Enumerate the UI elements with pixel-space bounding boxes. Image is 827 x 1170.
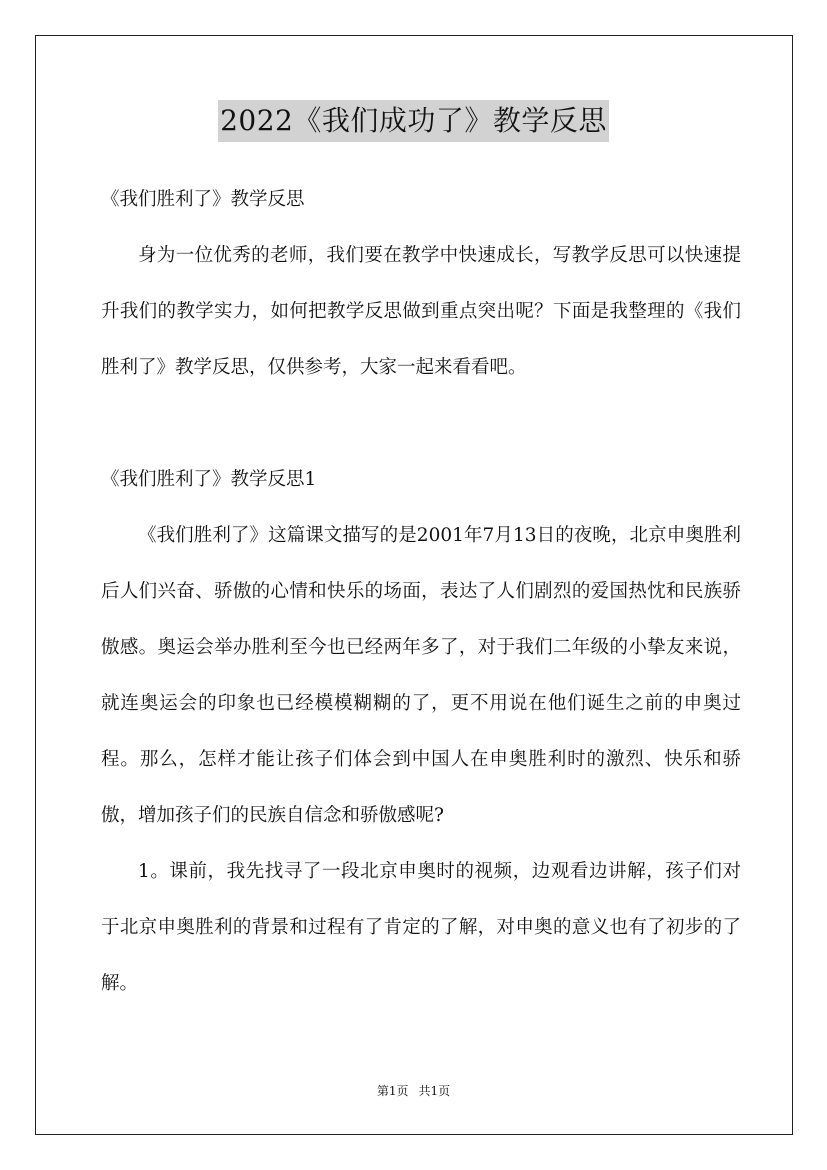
section-heading-intro: 《我们胜利了》教学反思 <box>101 189 305 210</box>
document-body <box>101 172 741 1012</box>
document-title: 2022《我们成功了》教学反思 <box>218 100 609 142</box>
paragraph-spacer <box>101 396 741 452</box>
page-footer <box>0 1082 827 1100</box>
reflection-paragraph: 《我们胜利了》这篇课文描写的是2001年7月13日的夜晚，北京申奥胜利后人们兴奋、骄傲的心情和快乐的场面，表达了人们剧烈的爱国热忱和民族骄傲感。奥运会举办胜利至今也已经两年多了，对于我们二年级的小挚友来说，就连奥运会的印象也已经模模糊糊的了，更不用说在他们诞生之前的申奥过程。那么，怎样才能让孩子们体会到中国人在申奥胜利时的激烈、快乐和骄傲，增加孩子们的民族自信念和骄傲感呢? <box>101 525 741 826</box>
page-total: 共1页 <box>418 1084 451 1098</box>
intro-paragraph: 身为一位优秀的老师，我们要在教学中快速成长，写教学反思可以快速提升我们的教学实力，如何把教学反思做到重点突出呢？下面是我整理的《我们胜利了》教学反思，仅供参考，大家一起来看看吧。 <box>101 245 741 378</box>
section-heading-reflection-1: 《我们胜利了》教学反思1 <box>101 469 317 490</box>
reflection-point-1: 1。课前，我先找寻了一段北京申奥时的视频，边观看边讲解，孩子们对于北京申奥胜利的背景和过程有了肯定的了解，对申奥的意义也有了初步的了解。 <box>101 861 741 994</box>
page-number: 第1页 <box>376 1084 409 1098</box>
title-container <box>0 100 827 142</box>
